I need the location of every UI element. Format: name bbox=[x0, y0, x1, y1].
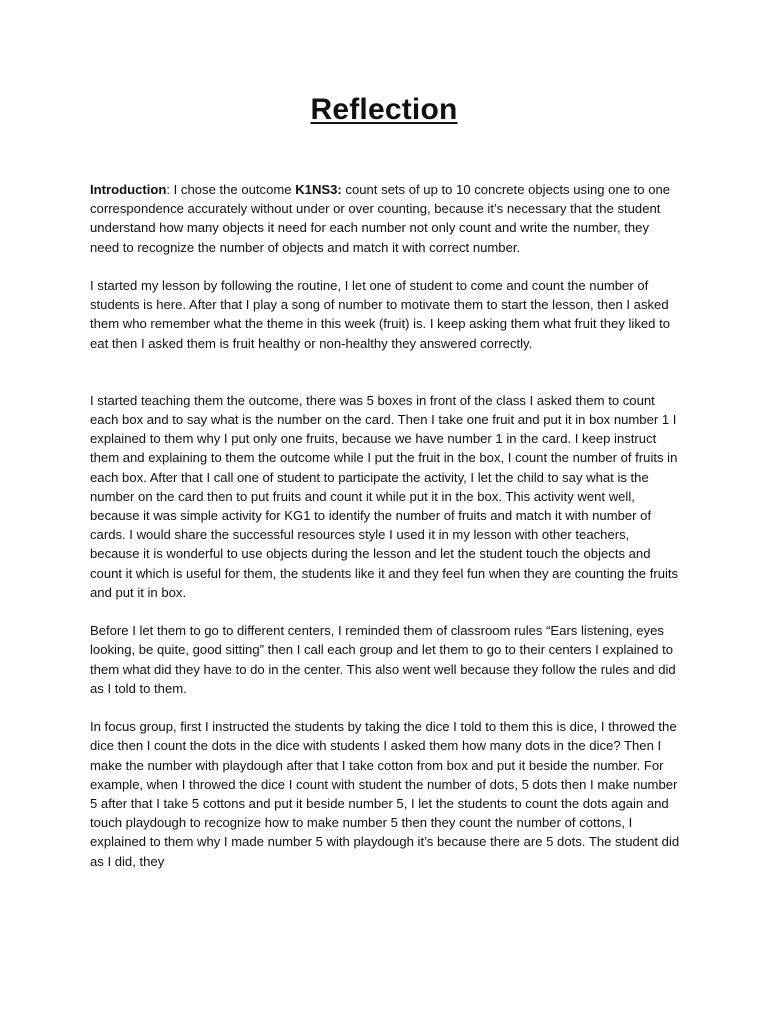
outcome-code: K1NS3: bbox=[295, 182, 342, 197]
document-body bbox=[90, 180, 680, 871]
page-title: Reflection bbox=[310, 93, 458, 126]
intro-paragraph bbox=[90, 180, 680, 257]
paragraph-routine: I started my lesson by following the routine, I let one of student to come and count the number of students is here. After that I play a song of number to motivate them to start the lesson, then I asked them who remember what the theme in this week (fruit) is. I keep asking them what fruit they liked to eat then I asked them is fruit healthy or non-healthy they answered correctly. bbox=[90, 278, 671, 351]
paragraph-teaching: I started teaching them the outcome, there was 5 boxes in front of the class I asked them to count each box and to say what is the number on the card. Then I take one fruit and put it in box number 1 I explained to them why I put only one fruits, because we have number 1 in the card. I keep instruct them and explaining to them the outcome while I put the fruit in the box, I count the number of fruits in each box. After that I call one of student to participate the activity, I let the child to say what is the number on the card then to put fruits and count it while put it in the box. This activity went well, because it was simple activity for KG1 to identify the number of fruits and match it with number of cards. I would share the successful resources style I used it in my lesson with other teachers, because it is wonderful to use objects during the lesson and let the student touch the objects and count it which is useful for them, the students like it and they feel fun when they are counting the fruits and put it in box. bbox=[90, 392, 679, 600]
intro-text-a: : I chose the outcome bbox=[166, 182, 296, 197]
intro-text-b: count sets of up to 10 concrete objects using one to one correspondence accurately without under or over counting, because it’s necessary that the student understand how many objects it need for each number not only count and write the number, they need to recognize the number of objects and match it with correct number. bbox=[90, 182, 671, 255]
paragraph-centers: Before I let them to go to different centers, I reminded them of classroom rules “Ears listening, eyes looking, be quite, good sitting” then I call each group and let them to go to their centers I explained to them what did they have to do in the center. This also went well because they follow the rules and did as I told to them. bbox=[90, 623, 676, 696]
intro-label: Introduction bbox=[90, 182, 167, 197]
paragraph-focus-group: In focus group, first I instructed the students by taking the dice I told to them this is dice, I throwed the dice then I count the dots in the dice with students I asked them how many dots in the dice? Then I make the number with playdough after that I take cotton from box and put it beside the number. For example, when I throwed the dice I count with student the number of dots, 5 dots then I make number 5 after that I take 5 cottons and put it beside number 5, I let the students to count the dots again and touch playdough to recognize how to make number 5 then they count the number of cottons, I explained to them why I made number 5 with playdough it’s because there are 5 dots. The student did as I did, they bbox=[90, 719, 680, 869]
